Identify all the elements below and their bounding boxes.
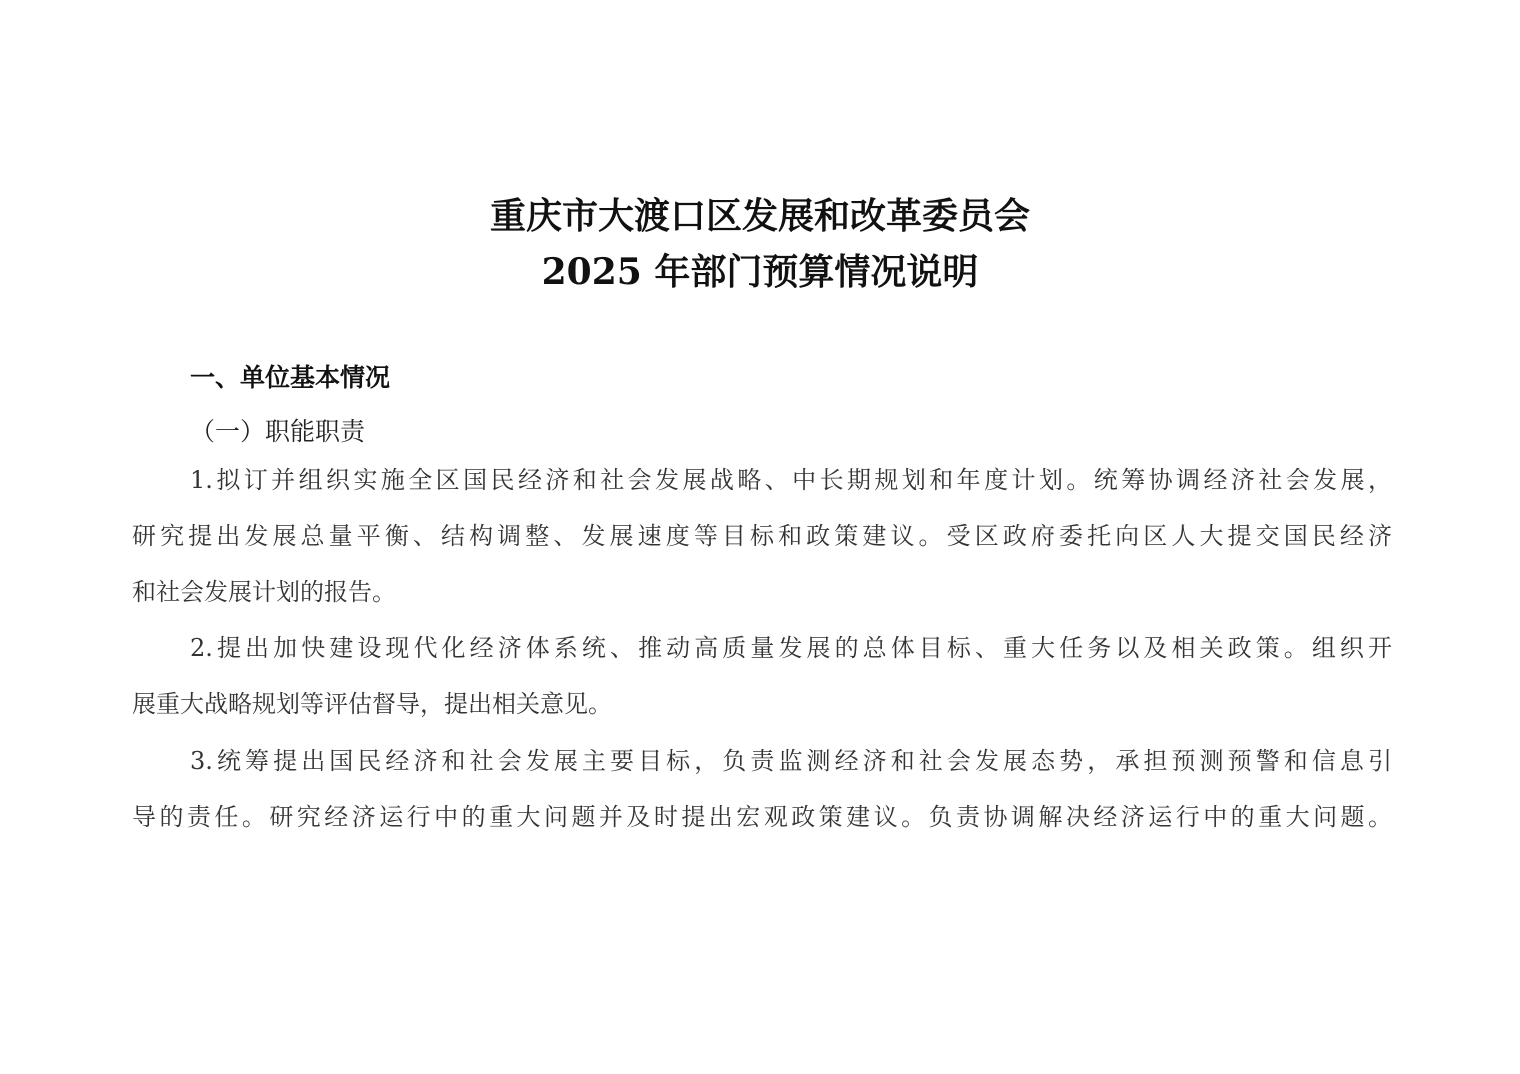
paragraph-3 bbox=[132, 733, 1392, 845]
title-line-organization: 重庆市大渡口区发展和改革委员会 bbox=[489, 195, 1030, 237]
title-line-report: 2025 年部门预算情况说明 bbox=[541, 251, 979, 293]
document-title bbox=[0, 188, 1520, 300]
paragraph-line: 1.拟订并组织实施全区国民经济和社会发展战略、中长期规划和年度计划。统筹协调经济社会发展， bbox=[190, 466, 1392, 494]
sub-heading: （一）职能职责 bbox=[190, 417, 366, 446]
paragraph-line: 导的责任。研究经济运行中的重大问题并及时提出宏观政策建议。负责协调解决经济运行中的重大问题。 bbox=[132, 803, 1392, 831]
paragraph-line: 3.统筹提出国民经济和社会发展主要目标，负责监测经济和社会发展态势，承担预测预警和信息引 bbox=[190, 747, 1392, 775]
paragraph-line: 和社会发展计划的报告。 bbox=[132, 578, 396, 606]
paragraph-line: 研究提出发展总量平衡、结构调整、发展速度等目标和政策建议。受区政府委托向区人大提交国民经济 bbox=[132, 522, 1392, 550]
paragraph-line: 2.提出加快建设现代化经济体系统、推动高质量发展的总体目标、重大任务以及相关政策。组织开 bbox=[190, 634, 1392, 662]
paragraph-1 bbox=[132, 452, 1392, 620]
paragraph-line: 展重大战略规划等评估督导，提出相关意见。 bbox=[132, 690, 612, 718]
paragraph-2 bbox=[132, 620, 1392, 732]
section-heading: 一、单位基本情况 bbox=[190, 363, 391, 392]
